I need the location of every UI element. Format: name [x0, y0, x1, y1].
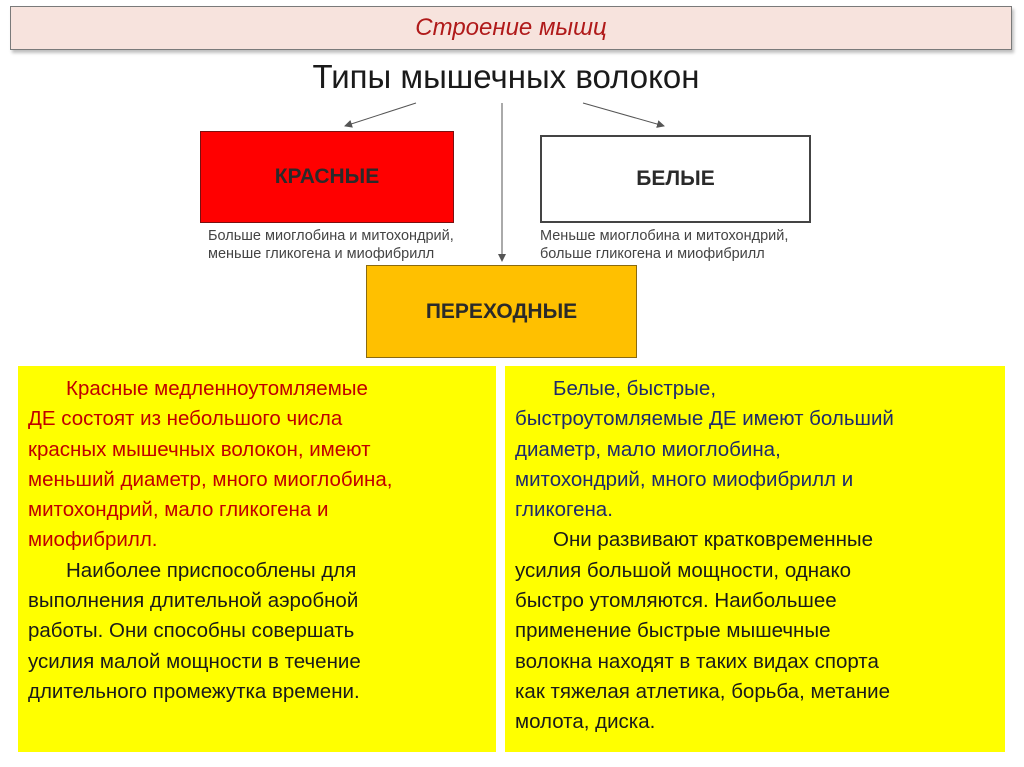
- white-fibers-label: БЕЛЫЕ: [636, 167, 715, 190]
- text-line: диаметр, мало миоглобина,: [515, 437, 781, 461]
- red-panel-paragraph-2: [28, 556, 484, 707]
- text-line: длительного промежутка времени.: [28, 679, 360, 703]
- white-desc-line: Меньше миоглобина и митохондрий,: [540, 228, 789, 244]
- text-line: волокна находят в таких видах спорта: [515, 649, 879, 673]
- text-line: Они развивают кратковременные: [553, 528, 874, 552]
- arrow-to-red: [345, 103, 416, 126]
- text-line: меньший диаметр, много миоглобина,: [28, 467, 393, 491]
- white-panel-paragraph-1: [515, 374, 993, 525]
- white-panel-paragraph-2: [515, 525, 993, 737]
- text-line: усилия малой мощности в течение: [28, 649, 361, 673]
- text-line: ДЕ состоят из небольшого числа: [28, 407, 343, 431]
- text-line: Белые, быстрые,: [553, 377, 717, 400]
- red-fibers-label: КРАСНЫЕ: [274, 165, 380, 188]
- red-desc-line: меньше гликогена и миофибрилл: [208, 246, 435, 262]
- text-line: красных мышечных волокон, имеют: [28, 437, 371, 461]
- text-line: митохондрий, мало гликогена и: [28, 498, 329, 522]
- text-line: выполнения длительной аэробной: [28, 589, 359, 613]
- white-fibers-description: [540, 227, 788, 263]
- red-panel-paragraph-1: [28, 374, 484, 556]
- text-line: усилия большой мощности, однако: [515, 558, 852, 582]
- text-line: молота, диска.: [515, 710, 656, 734]
- transitional-fibers-label: ПЕРЕХОДНЫЕ: [425, 299, 578, 323]
- white-fibers-panel: [505, 366, 1005, 752]
- text-line: применение быстрые мышечные: [515, 619, 831, 643]
- text-line: Красные медленноутомляемые: [66, 377, 368, 400]
- white-fibers-box: [540, 135, 811, 223]
- text-line: Наиболее приспособлены для: [66, 558, 357, 582]
- text-line: быстро утомляются. Наибольшее: [515, 589, 837, 613]
- text-line: миофибрилл.: [28, 528, 158, 552]
- diagram-title: Типы мышечных волокон: [312, 58, 700, 95]
- text-line: гликогена.: [515, 498, 613, 522]
- text-line: работы. Они способны совершать: [28, 619, 355, 643]
- slide-title: Строение мышц: [415, 14, 607, 41]
- red-desc-line: Больше миоглобина и митохондрий,: [208, 228, 454, 244]
- red-fibers-box: [200, 131, 454, 223]
- red-fibers-panel: [18, 366, 496, 752]
- text-line: митохондрий, много миофибрилл и: [515, 467, 854, 491]
- transitional-fibers-box: [366, 265, 637, 358]
- arrow-to-white: [583, 103, 664, 126]
- text-line: быстроутомляемые ДЕ имеют больший: [515, 407, 894, 431]
- text-line: как тяжелая атлетика, борьба, метание: [515, 679, 891, 703]
- white-desc-line: больше гликогена и миофибрилл: [540, 246, 765, 262]
- red-fibers-description: [208, 227, 454, 263]
